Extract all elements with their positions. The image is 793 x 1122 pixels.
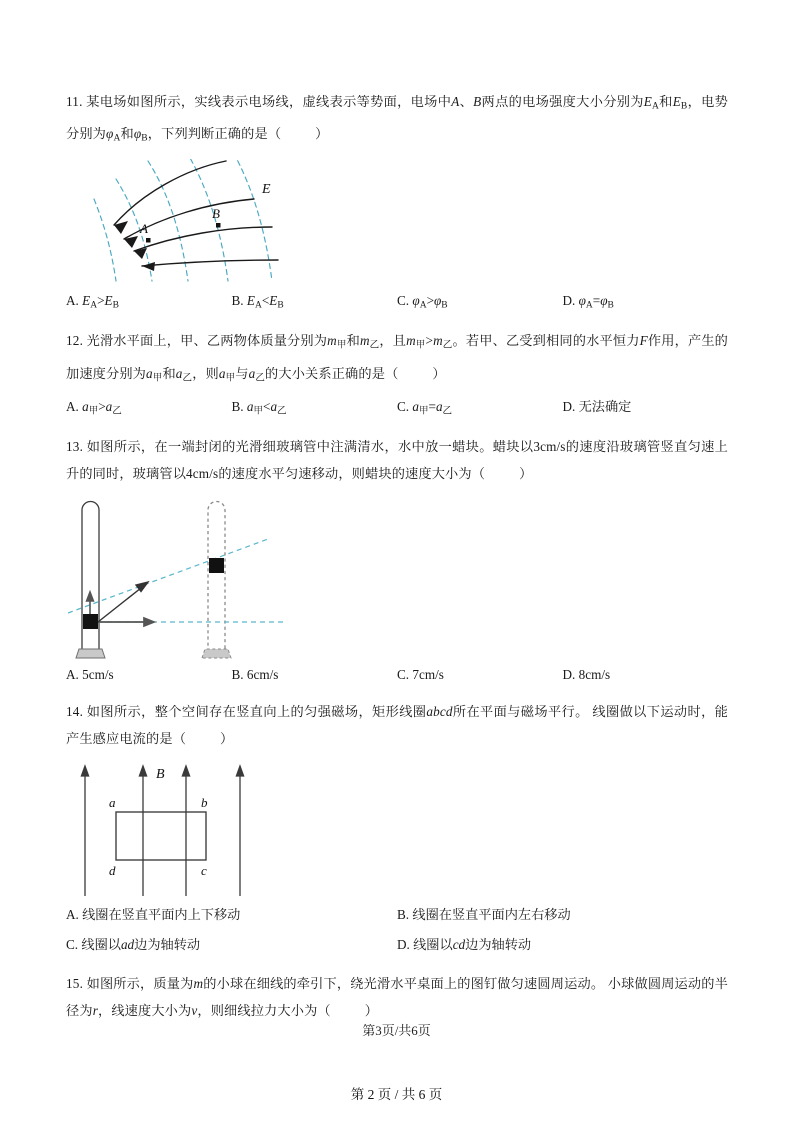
q11-text-part3: 电势分别为 [66, 94, 728, 142]
q11-opt-d-rel: = [592, 292, 601, 308]
question-12-text [66, 327, 728, 392]
q11-field-ea: E [643, 94, 652, 109]
q12-t1: 光滑水平面上，甲、乙两物体质量分别为 [86, 333, 328, 349]
q11-field-eb: E [672, 94, 681, 109]
q11-option-c[interactable] [397, 288, 563, 318]
q12-option-a[interactable] [66, 394, 232, 424]
q14-number: 14. [66, 704, 84, 720]
q12-m4: m [433, 333, 443, 349]
wax-block-final [209, 558, 224, 573]
q12-opt-b-s2: 乙 [277, 406, 287, 417]
question-12 [66, 327, 728, 424]
q12-opt-b-e2: a [270, 398, 278, 414]
q11-opt-d-s2: B [607, 300, 614, 311]
q12-opt-b-rel: < [263, 398, 271, 414]
q12-opt-c-key: C. [397, 398, 410, 414]
dashed-tube-base [202, 649, 231, 658]
q11-field-eb-sub: B [680, 101, 688, 112]
q12-opt-c-rel: = [428, 398, 436, 414]
q12-t9: 的大小关系正确的是（ [265, 365, 399, 381]
q14-t3: ） [220, 731, 234, 747]
construction-lines [68, 539, 283, 622]
q11-opt-d-e2: φ [600, 292, 608, 308]
q11-option-d[interactable] [563, 288, 729, 318]
q12-opt-a-e1: a [82, 398, 89, 414]
q13-opt-c-label: 7cm/s [412, 667, 444, 683]
q11-options [66, 288, 728, 318]
q11-opt-c-s1: A [419, 300, 427, 311]
q15-m: m [193, 976, 204, 992]
q11-and1: 和 [659, 94, 673, 109]
q13-option-a[interactable] [66, 662, 232, 688]
q15-number: 15. [66, 976, 84, 992]
q11-opt-b-key: B. [231, 292, 244, 308]
q12-a2s: 乙 [182, 372, 193, 383]
dashed-glass-tube [208, 502, 225, 653]
q11-var-b: B [473, 94, 482, 109]
q11-and2: 和 [120, 126, 134, 142]
q11-phi-b-sub: B [141, 133, 148, 144]
q11-opt-d-s1: A [585, 300, 593, 311]
q14-opt-c-post: 边为轴转动 [134, 937, 201, 953]
question-13-text [66, 433, 728, 487]
q11-opt-d-e1: φ [578, 292, 586, 308]
q12-a3: a [218, 365, 226, 381]
rectangular-coil-abcd [116, 812, 206, 860]
q13-t3: 的速度水平匀速移动，则蜡块的速度大小为（ [218, 466, 486, 482]
q11-sep: 、 [459, 94, 474, 109]
q14-opt-a-key: A. [66, 907, 79, 923]
q12-option-d[interactable] [563, 394, 729, 424]
solid-glass-tube [82, 502, 99, 652]
q15-r: r [92, 1003, 98, 1019]
q11-opt-b-e1: E [246, 292, 255, 308]
q14-t1: 如图所示，整个空间存在竖直向上的匀强磁场，矩形线圈 [86, 704, 427, 720]
q11-opt-a-e2: E [104, 292, 113, 308]
q11-opt-c-rel: > [426, 292, 434, 308]
q12-opt-b-e1: a [246, 398, 254, 414]
point-a-marker [146, 238, 151, 243]
q12-option-c[interactable] [397, 394, 563, 424]
q11-text-part5: ） [315, 126, 329, 142]
q12-option-b[interactable] [232, 394, 398, 424]
q12-opt-d-label: 无法确定 [578, 398, 632, 414]
q14-opt-d-pre: 线圈以 [413, 937, 453, 953]
point-b-marker [216, 223, 221, 228]
q14-option-a[interactable] [66, 900, 397, 930]
q11-comma: ， [687, 94, 702, 109]
q13-opt-b-key: B. [231, 667, 244, 683]
q11-figure [86, 159, 728, 284]
q13-figure [68, 492, 728, 662]
question-11-text [66, 88, 728, 153]
q12-m1s: 甲 [336, 340, 347, 351]
q12-m3: m [406, 333, 416, 349]
q13-t4: ） [519, 466, 533, 482]
question-15-text [66, 970, 728, 1024]
q12-opt-a-s2: 乙 [112, 406, 122, 417]
q12-opt-d-key: D. [562, 398, 576, 414]
q12-a2: a [175, 365, 183, 381]
q12-a1s: 甲 [152, 372, 163, 383]
q12-m1: m [327, 333, 337, 349]
q13-opt-a-key: A. [66, 667, 79, 683]
horizontal-velocity-vector [98, 618, 154, 626]
solid-tube-base [76, 649, 105, 658]
q13-opt-d-key: D. [562, 667, 576, 683]
page-footer: 第 2 页 / 共 6 页 [350, 1087, 443, 1102]
q12-number: 12. [66, 333, 84, 349]
q12-opt-a-e2: a [105, 398, 113, 414]
q13-v1: 3cm/s [533, 439, 566, 455]
q11-label-a: A [140, 220, 148, 236]
q13-opt-a-label: 5cm/s [82, 667, 114, 683]
q12-opt-c-e2: a [435, 398, 443, 414]
question-13 [66, 433, 728, 688]
q12-m4s: 乙 [442, 340, 453, 351]
q14-corner-a: a [109, 795, 116, 811]
q14-opt-d-key: D. [397, 937, 410, 953]
q12-m2: m [359, 333, 370, 349]
q11-opt-a-key: A. [66, 292, 79, 308]
q13-options [66, 662, 728, 688]
q12-m2s: 乙 [369, 340, 380, 351]
q11-option-a[interactable] [66, 288, 232, 318]
q11-field-ea-sub: A [651, 101, 659, 112]
q12-F: F [639, 333, 648, 349]
q12-t7: ，则 [192, 365, 219, 381]
q14-opt-d-post: 边为轴转动 [465, 937, 532, 953]
q13-v2: 4cm/s [186, 466, 219, 482]
q11-label-b: B [212, 205, 220, 221]
q11-opt-a-s2: B [112, 300, 119, 311]
q11-text-part1: 某电场如图所示，实线表示电场线，虚线表示等势面，电场中 [86, 94, 452, 109]
q15-t2: 的小球在细线的牵引下，绕光滑水平桌面上的图钉做匀速圆周运动。 小球做圆周运动的半径为 [66, 976, 728, 1019]
q12-t6: 和 [162, 365, 176, 381]
q11-text-part2: 两点的电场强度大小分别为 [481, 94, 644, 109]
q14-opt-b-label: 线圈在竖直平面内左右移动 [412, 907, 571, 923]
q14-t2: 所在平面与磁场平行。 线圈做以下运动时，能产生感应电流的是（ [66, 704, 729, 747]
q13-opt-b-label: 6cm/s [246, 667, 279, 683]
q12-t2: 和 [346, 333, 360, 349]
q14-label-B: B [156, 767, 165, 783]
q14-option-b[interactable] [397, 900, 728, 930]
q14-option-d[interactable] [397, 930, 728, 960]
q11-opt-b-s2: B [277, 300, 284, 311]
questions-container [66, 88, 728, 1024]
wax-block-initial [83, 614, 98, 629]
q14-corner-b: b [201, 795, 208, 811]
vertical-velocity-vector [87, 592, 94, 614]
q12-options [66, 394, 728, 424]
q13-opt-c-key: C. [397, 667, 410, 683]
q13-option-c[interactable] [397, 662, 563, 688]
q12-opt-a-rel: > [98, 398, 106, 414]
q14-opt-c-var: ad [120, 937, 135, 953]
q12-a4s: 乙 [255, 372, 266, 383]
q13-option-b[interactable] [232, 662, 398, 688]
q11-opt-b-rel: < [261, 292, 270, 308]
q12-t8: 与 [235, 365, 249, 381]
q11-opt-a-s1: A [90, 300, 98, 311]
question-14-text [66, 698, 728, 752]
q11-number: 11. [66, 94, 83, 109]
q11-opt-b-e2: E [269, 292, 278, 308]
q12-t3: ，且 [379, 333, 407, 349]
question-15 [66, 970, 728, 1024]
q11-label-e: E [262, 181, 271, 197]
q12-t4: 。若甲、乙受到相同的水平恒力 [452, 333, 640, 349]
q12-gt: > [425, 333, 434, 349]
q13-option-d[interactable] [563, 662, 729, 688]
q11-phi-a-sub: A [113, 133, 121, 144]
q12-opt-a-key: A. [66, 398, 79, 414]
q15-t1: 如图所示，质量为 [86, 976, 194, 992]
q12-opt-a-s1: 甲 [88, 406, 99, 417]
inline-scan-footer: 第3页/共6页 [362, 1023, 431, 1038]
q12-a4: a [248, 365, 256, 381]
q11-opt-c-e2: φ [434, 292, 442, 308]
q13-t2: 的速度沿玻璃管竖直匀速上升的同时，玻璃管以 [66, 439, 729, 482]
question-14 [66, 698, 728, 960]
q14-opt-c-key: C. [66, 937, 79, 953]
q11-opt-c-key: C. [397, 292, 410, 308]
q13-t1: 如图所示，在一端封闭的光滑细玻璃管中注满清水，水中放一蜡块。蜡块以 [86, 439, 534, 455]
q12-a3s: 甲 [225, 372, 236, 383]
q11-text-part4: ，下列判断正确的是（ [147, 126, 282, 142]
q13-number: 13. [66, 439, 84, 455]
q11-opt-a-rel: > [97, 292, 105, 308]
q14-opt-d-var: cd [452, 937, 466, 953]
q11-phi-a: φ [106, 126, 114, 142]
question-11 [66, 88, 728, 318]
resultant-velocity-vector [98, 582, 148, 622]
q15-v: v [191, 1003, 198, 1019]
q14-coil-label: abcd [426, 704, 453, 720]
q12-a1: a [146, 365, 153, 381]
q11-opt-b-s1: A [254, 300, 262, 311]
q14-figure [68, 760, 728, 900]
q12-t10: ） [432, 365, 446, 381]
q11-option-b[interactable] [232, 288, 398, 318]
q14-corner-d: d [109, 863, 116, 879]
q11-var-a: A [451, 94, 460, 109]
q12-opt-c-e1: a [412, 398, 419, 414]
q14-opt-c-pre: 线圈以 [81, 937, 121, 953]
q11-opt-c-e1: φ [412, 292, 420, 308]
q13-opt-d-label: 8cm/s [578, 667, 611, 683]
q12-opt-c-s2: 乙 [442, 406, 453, 417]
q14-option-c[interactable] [66, 930, 397, 960]
q15-t4: ，则细线拉力大小为（ [197, 1003, 331, 1019]
q12-t5: 作用，产生的加速度分别为 [66, 333, 729, 381]
q12-opt-c-s1: 甲 [418, 406, 429, 417]
q15-t5: ） [364, 1003, 379, 1019]
q15-t3: ，线速度大小为 [97, 1003, 192, 1019]
q11-opt-d-key: D. [562, 292, 576, 308]
q14-corner-c: c [201, 863, 207, 879]
q11-opt-c-s2: B [441, 300, 448, 311]
q12-m3s: 甲 [415, 340, 426, 351]
q14-opt-a-label: 线圈在竖直平面内上下移动 [82, 907, 241, 923]
q12-opt-b-key: B. [231, 398, 244, 414]
q14-opt-b-key: B. [397, 907, 410, 923]
magnetic-field-lines [81, 766, 243, 896]
q12-opt-b-s1: 甲 [253, 406, 263, 417]
q11-opt-a-e1: E [82, 292, 91, 308]
q14-options [66, 900, 728, 960]
q11-phi-b: φ [133, 126, 142, 142]
